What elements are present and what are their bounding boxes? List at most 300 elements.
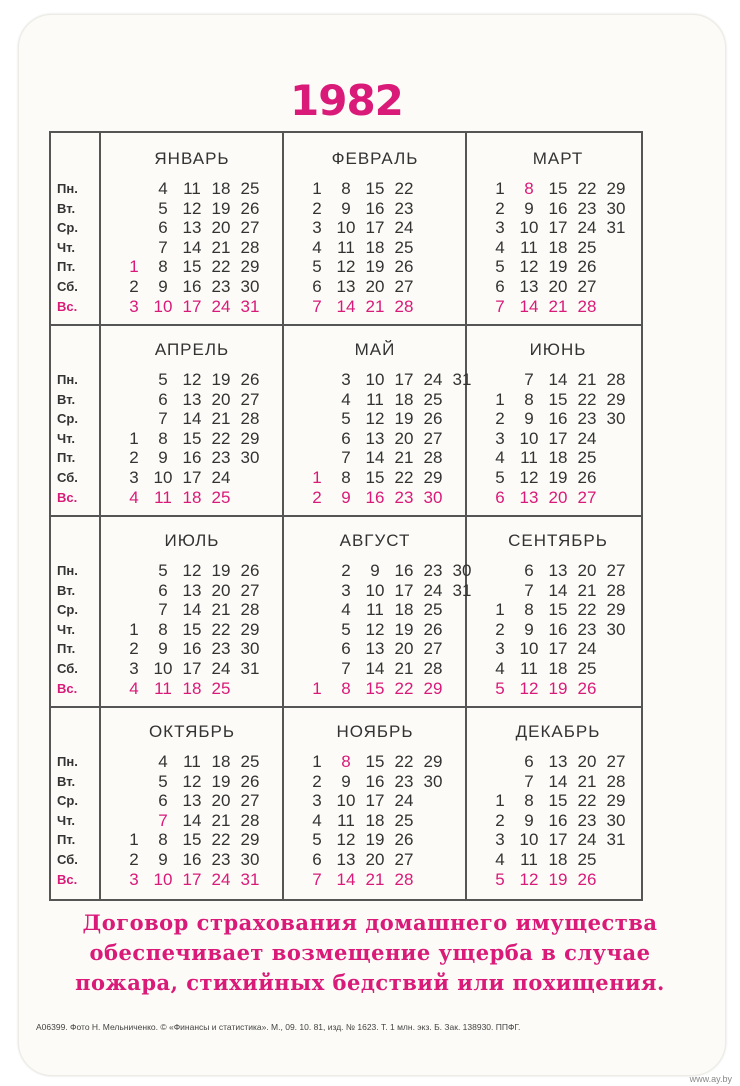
day-cell: 21 xyxy=(577,370,597,389)
weekday-label: Вс. xyxy=(57,871,78,887)
day-cell: 17 xyxy=(548,639,568,659)
day-cell: 7 xyxy=(341,448,351,468)
day-cell: 5 xyxy=(158,771,168,791)
weekday-label: Чт. xyxy=(57,812,75,828)
day-cell: 18 xyxy=(211,752,231,771)
day-cell: 25 xyxy=(577,448,597,468)
day-cell: 23 xyxy=(394,487,414,507)
day-cell: 4 xyxy=(495,448,505,468)
day-cell: 13 xyxy=(182,580,202,600)
day-cell: 9 xyxy=(341,487,351,507)
day-cell: 12 xyxy=(365,409,385,429)
day-cell: 26 xyxy=(240,771,260,791)
day-cell: 7 xyxy=(495,296,505,316)
weekday-label: Пт. xyxy=(57,259,76,275)
weekday-label: Вс. xyxy=(57,489,78,505)
day-cell: 2 xyxy=(129,448,139,468)
day-cell: 18 xyxy=(394,600,414,620)
day-cell: 3 xyxy=(495,428,505,448)
day-cell: 14 xyxy=(182,600,202,620)
day-cell: 29 xyxy=(606,600,626,620)
day-cell: 30 xyxy=(606,810,626,830)
day-cell: 22 xyxy=(577,389,597,409)
day-cell: 5 xyxy=(158,198,168,218)
day-cell: 27 xyxy=(240,389,260,409)
day-cell: 16 xyxy=(548,409,568,429)
day-cell: 13 xyxy=(336,277,356,296)
day-cell: 2 xyxy=(129,277,139,296)
day-cell: 10 xyxy=(365,580,385,600)
day-cell: 5 xyxy=(312,257,322,277)
day-cell: 30 xyxy=(452,561,472,580)
day-cell: 24 xyxy=(423,370,443,389)
day-cell: 25 xyxy=(577,850,597,869)
day-cell: 26 xyxy=(423,619,443,639)
day-cell: 10 xyxy=(153,296,173,316)
day-cell: 11 xyxy=(366,600,384,620)
day-cell: 15 xyxy=(365,678,385,698)
day-cell: 8 xyxy=(158,428,168,448)
day-cell: 9 xyxy=(341,198,351,218)
day-cell: 16 xyxy=(365,771,385,791)
imprint-line: А06399. Фото Н. Мельниченко. © «Финансы и статистика». М., 09. 10. 81, изд. № 1623. Т. 1 млн. экз. Б. Зак. 138930. ППФГ. xyxy=(36,1022,521,1032)
month-name: АПРЕЛЬ xyxy=(154,340,230,359)
day-cell: 25 xyxy=(240,179,260,198)
day-cell: 6 xyxy=(158,218,168,238)
day-cell: 13 xyxy=(182,389,202,409)
day-cell: 15 xyxy=(182,257,202,277)
weekday-label: Ср. xyxy=(57,602,78,618)
day-cell: 16 xyxy=(548,198,568,218)
day-cell: 22 xyxy=(577,791,597,811)
day-cell: 7 xyxy=(158,810,168,830)
insurance-slogan xyxy=(40,908,700,998)
day-cell: 26 xyxy=(577,869,597,889)
day-cell: 24 xyxy=(211,296,231,316)
day-cell: 1 xyxy=(312,179,322,198)
day-cell: 15 xyxy=(182,619,202,639)
day-cell: 27 xyxy=(423,428,443,448)
day-cell: 28 xyxy=(394,869,414,889)
day-cell: 2 xyxy=(495,619,505,639)
weekday-label: Сб. xyxy=(57,470,78,485)
day-cell: 6 xyxy=(312,277,322,296)
day-cell: 28 xyxy=(240,810,260,830)
day-cell: 28 xyxy=(577,296,597,316)
day-cell: 11 xyxy=(154,487,172,507)
day-cell: 18 xyxy=(211,179,231,198)
day-cell: 1 xyxy=(312,678,322,698)
day-cell: 15 xyxy=(365,468,385,487)
day-cell: 22 xyxy=(211,428,231,448)
day-cell: 13 xyxy=(182,218,202,238)
day-cell: 28 xyxy=(394,296,414,316)
day-cell: 3 xyxy=(129,296,139,316)
day-cell: 21 xyxy=(211,600,231,620)
day-cell: 11 xyxy=(154,678,172,698)
day-cell: 7 xyxy=(312,869,322,889)
weekday-label: Пн. xyxy=(57,754,78,769)
day-cell: 16 xyxy=(182,277,202,296)
day-cell: 8 xyxy=(158,257,168,277)
day-cell: 18 xyxy=(365,237,385,257)
day-cell: 21 xyxy=(548,296,568,316)
day-cell: 28 xyxy=(240,600,260,620)
day-cell: 2 xyxy=(495,198,505,218)
day-cell: 19 xyxy=(548,468,568,487)
day-cell: 2 xyxy=(312,198,322,218)
day-cell: 11 xyxy=(366,389,384,409)
weekday-label: Чт. xyxy=(57,239,75,255)
day-cell: 26 xyxy=(240,561,260,580)
day-cell: 6 xyxy=(495,277,505,296)
day-cell: 19 xyxy=(211,370,231,389)
day-cell: 8 xyxy=(341,752,351,771)
month-name: ДЕКАБРЬ xyxy=(515,722,601,741)
day-cell: 6 xyxy=(341,639,351,659)
day-cell: 6 xyxy=(158,791,168,811)
day-cell: 12 xyxy=(519,468,539,487)
weekday-label: Вс. xyxy=(57,680,78,696)
day-cell: 27 xyxy=(606,752,626,771)
day-cell: 12 xyxy=(182,561,202,580)
day-cell: 20 xyxy=(211,389,231,409)
day-cell: 18 xyxy=(394,389,414,409)
day-cell: 8 xyxy=(341,179,351,198)
day-cell: 20 xyxy=(365,277,385,296)
month-name: ОКТЯБРЬ xyxy=(148,722,236,741)
day-cell: 25 xyxy=(577,659,597,678)
day-cell: 18 xyxy=(548,659,568,678)
day-cell: 25 xyxy=(423,389,443,409)
day-cell: 20 xyxy=(548,277,568,296)
day-cell: 26 xyxy=(394,257,414,277)
day-cell: 5 xyxy=(495,678,505,698)
day-cell: 1 xyxy=(495,791,505,811)
day-cell: 19 xyxy=(394,409,414,429)
day-cell: 17 xyxy=(182,659,202,678)
day-cell: 21 xyxy=(211,237,231,257)
day-cell: 2 xyxy=(341,561,351,580)
day-cell: 13 xyxy=(336,850,356,869)
day-cell: 11 xyxy=(337,810,355,830)
day-cell: 9 xyxy=(524,409,534,429)
day-cell: 28 xyxy=(606,370,626,389)
day-cell: 1 xyxy=(129,830,139,850)
day-cell: 30 xyxy=(606,409,626,429)
day-cell: 27 xyxy=(240,218,260,238)
grid-divider xyxy=(51,324,641,326)
day-cell: 24 xyxy=(577,218,597,238)
day-cell: 27 xyxy=(394,277,414,296)
day-cell: 29 xyxy=(423,752,443,771)
day-cell: 26 xyxy=(577,468,597,487)
day-cell: 19 xyxy=(211,198,231,218)
day-cell: 9 xyxy=(158,277,168,296)
day-cell: 23 xyxy=(394,198,414,218)
day-cell: 19 xyxy=(365,257,385,277)
day-cell: 18 xyxy=(182,487,202,507)
day-cell: 2 xyxy=(312,771,322,791)
day-cell: 29 xyxy=(240,428,260,448)
day-cell: 30 xyxy=(423,771,443,791)
day-cell: 16 xyxy=(182,850,202,869)
day-cell: 12 xyxy=(336,257,356,277)
day-cell: 29 xyxy=(606,791,626,811)
day-cell: 23 xyxy=(211,850,231,869)
day-cell: 26 xyxy=(577,678,597,698)
day-cell: 9 xyxy=(341,771,351,791)
day-cell: 8 xyxy=(158,830,168,850)
day-cell: 30 xyxy=(423,487,443,507)
day-cell: 7 xyxy=(158,409,168,429)
day-cell: 30 xyxy=(606,619,626,639)
day-cell: 10 xyxy=(153,869,173,889)
day-cell: 15 xyxy=(548,791,568,811)
day-cell: 4 xyxy=(312,810,322,830)
day-cell: 30 xyxy=(240,277,260,296)
day-cell: 4 xyxy=(495,659,505,678)
day-cell: 17 xyxy=(394,580,414,600)
day-cell: 28 xyxy=(240,237,260,257)
day-cell: 10 xyxy=(336,791,356,811)
weekday-label: Пн. xyxy=(57,181,78,196)
day-cell: 11 xyxy=(520,237,538,257)
day-cell: 24 xyxy=(211,468,231,487)
day-cell: 23 xyxy=(211,448,231,468)
day-cell: 16 xyxy=(548,810,568,830)
month-name: НОЯБРЬ xyxy=(336,722,414,741)
day-cell: 21 xyxy=(211,810,231,830)
day-cell: 14 xyxy=(182,810,202,830)
month-name: ФЕВРАЛЬ xyxy=(331,149,419,168)
day-cell: 2 xyxy=(129,850,139,869)
day-cell: 26 xyxy=(423,409,443,429)
day-cell: 3 xyxy=(495,830,505,850)
watermark: www.ay.by xyxy=(689,1074,732,1084)
day-cell: 11 xyxy=(337,237,355,257)
day-cell: 7 xyxy=(158,237,168,257)
day-cell: 16 xyxy=(394,561,414,580)
day-cell: 28 xyxy=(606,771,626,791)
day-cell: 22 xyxy=(211,619,231,639)
day-cell: 24 xyxy=(394,218,414,238)
day-cell: 12 xyxy=(519,257,539,277)
day-cell: 10 xyxy=(153,468,173,487)
day-cell: 12 xyxy=(182,370,202,389)
day-cell: 22 xyxy=(211,830,231,850)
day-cell: 29 xyxy=(240,830,260,850)
day-cell: 21 xyxy=(577,580,597,600)
month-name: ЯНВАРЬ xyxy=(154,149,230,168)
day-cell: 8 xyxy=(524,600,534,620)
day-cell: 30 xyxy=(606,198,626,218)
day-cell: 26 xyxy=(240,370,260,389)
day-cell: 7 xyxy=(524,370,534,389)
day-cell: 13 xyxy=(548,752,568,771)
weekday-label: Вт. xyxy=(57,773,76,789)
day-cell: 2 xyxy=(495,409,505,429)
day-cell: 9 xyxy=(524,619,534,639)
day-cell: 14 xyxy=(336,296,356,316)
day-cell: 1 xyxy=(495,179,505,198)
day-cell: 24 xyxy=(211,869,231,889)
day-cell: 11 xyxy=(520,850,538,869)
weekday-label: Вт. xyxy=(57,582,76,598)
day-cell: 21 xyxy=(211,409,231,429)
day-cell: 13 xyxy=(519,277,539,296)
day-cell: 27 xyxy=(577,277,597,296)
day-cell: 3 xyxy=(495,639,505,659)
day-cell: 20 xyxy=(211,791,231,811)
day-cell: 28 xyxy=(423,448,443,468)
day-cell: 20 xyxy=(548,487,568,507)
day-cell: 1 xyxy=(312,468,322,487)
day-cell: 31 xyxy=(240,659,260,678)
day-cell: 21 xyxy=(577,771,597,791)
weekday-label: Чт. xyxy=(57,621,75,637)
day-cell: 2 xyxy=(495,810,505,830)
day-cell: 31 xyxy=(240,869,260,889)
day-cell: 15 xyxy=(548,600,568,620)
day-cell: 14 xyxy=(365,448,385,468)
weekday-label: Сб. xyxy=(57,661,78,676)
day-cell: 18 xyxy=(548,850,568,869)
day-cell: 22 xyxy=(211,257,231,277)
day-cell: 31 xyxy=(606,830,626,850)
day-cell: 23 xyxy=(394,771,414,791)
day-cell: 2 xyxy=(312,487,322,507)
day-cell: 17 xyxy=(182,296,202,316)
day-cell: 12 xyxy=(365,619,385,639)
day-cell: 16 xyxy=(365,487,385,507)
day-cell: 20 xyxy=(577,752,597,771)
weekday-label: Сб. xyxy=(57,279,78,294)
day-cell: 25 xyxy=(394,237,414,257)
month-name: ИЮЛЬ xyxy=(164,531,220,550)
day-cell: 2 xyxy=(129,639,139,659)
day-cell: 3 xyxy=(129,468,139,487)
day-cell: 28 xyxy=(423,659,443,678)
weekday-label: Пт. xyxy=(57,450,76,466)
day-cell: 29 xyxy=(240,619,260,639)
day-cell: 22 xyxy=(394,752,414,771)
day-cell: 8 xyxy=(341,468,351,487)
slogan-line: Договор страхования домашнего имущества xyxy=(82,910,658,935)
day-cell: 23 xyxy=(577,198,597,218)
day-cell: 10 xyxy=(336,218,356,238)
day-cell: 20 xyxy=(394,428,414,448)
day-cell: 16 xyxy=(548,619,568,639)
day-cell: 9 xyxy=(524,198,534,218)
day-cell: 1 xyxy=(129,428,139,448)
day-cell: 11 xyxy=(520,659,538,678)
day-cell: 25 xyxy=(577,237,597,257)
day-cell: 13 xyxy=(519,487,539,507)
day-cell: 7 xyxy=(341,659,351,678)
day-cell: 14 xyxy=(519,296,539,316)
day-cell: 24 xyxy=(394,791,414,811)
day-cell: 3 xyxy=(495,218,505,238)
month-name: МАРТ xyxy=(532,149,584,168)
day-cell: 24 xyxy=(423,580,443,600)
day-cell: 25 xyxy=(211,678,231,698)
day-cell: 4 xyxy=(341,389,351,409)
day-cell: 13 xyxy=(365,639,385,659)
day-cell: 31 xyxy=(606,218,626,238)
day-cell: 21 xyxy=(365,869,385,889)
day-cell: 28 xyxy=(240,409,260,429)
day-cell: 31 xyxy=(452,370,472,389)
day-cell: 27 xyxy=(240,791,260,811)
day-cell: 22 xyxy=(394,678,414,698)
weekday-label: Сб. xyxy=(57,852,78,867)
day-cell: 26 xyxy=(240,198,260,218)
day-cell: 14 xyxy=(365,659,385,678)
day-cell: 23 xyxy=(577,619,597,639)
day-cell: 7 xyxy=(524,771,534,791)
day-cell: 15 xyxy=(548,389,568,409)
day-cell: 18 xyxy=(548,237,568,257)
day-cell: 5 xyxy=(495,468,505,487)
day-cell: 26 xyxy=(394,830,414,850)
day-cell: 4 xyxy=(129,487,139,507)
day-cell: 14 xyxy=(548,580,568,600)
slogan-line: обеспечивает возмещение ущерба в случае xyxy=(89,940,651,965)
day-cell: 1 xyxy=(129,257,139,277)
weekday-label: Пн. xyxy=(57,563,78,578)
day-cell: 9 xyxy=(524,810,534,830)
day-cell: 8 xyxy=(524,179,534,198)
day-cell: 31 xyxy=(240,296,260,316)
day-cell: 19 xyxy=(548,869,568,889)
day-cell: 17 xyxy=(548,218,568,238)
weekday-label: Вт. xyxy=(57,391,76,407)
day-cell: 7 xyxy=(158,600,168,620)
day-cell: 19 xyxy=(211,561,231,580)
day-cell: 5 xyxy=(312,830,322,850)
day-cell: 3 xyxy=(129,869,139,889)
month-name: АВГУСТ xyxy=(339,531,411,550)
weekday-label: Пт. xyxy=(57,641,76,657)
day-cell: 14 xyxy=(336,869,356,889)
day-cell: 3 xyxy=(312,791,322,811)
day-cell: 14 xyxy=(548,771,568,791)
weekday-label: Вс. xyxy=(57,298,78,314)
day-cell: 24 xyxy=(211,659,231,678)
day-cell: 26 xyxy=(577,257,597,277)
calendar-year: 1982 xyxy=(290,76,403,125)
day-cell: 30 xyxy=(240,448,260,468)
day-cell: 12 xyxy=(519,869,539,889)
day-cell: 19 xyxy=(548,257,568,277)
day-cell: 14 xyxy=(182,237,202,257)
day-cell: 7 xyxy=(524,580,534,600)
day-cell: 5 xyxy=(495,257,505,277)
day-cell: 15 xyxy=(365,752,385,771)
day-cell: 4 xyxy=(495,237,505,257)
day-cell: 8 xyxy=(341,678,351,698)
day-cell: 25 xyxy=(211,487,231,507)
day-cell: 31 xyxy=(452,580,472,600)
day-cell: 18 xyxy=(365,810,385,830)
day-cell: 6 xyxy=(312,850,322,869)
day-cell: 29 xyxy=(606,179,626,198)
day-cell: 30 xyxy=(240,850,260,869)
day-cell: 4 xyxy=(158,179,168,198)
slogan-line: пожара, стихийных бедствий или похищения. xyxy=(75,970,665,995)
grid-divider xyxy=(51,706,641,708)
